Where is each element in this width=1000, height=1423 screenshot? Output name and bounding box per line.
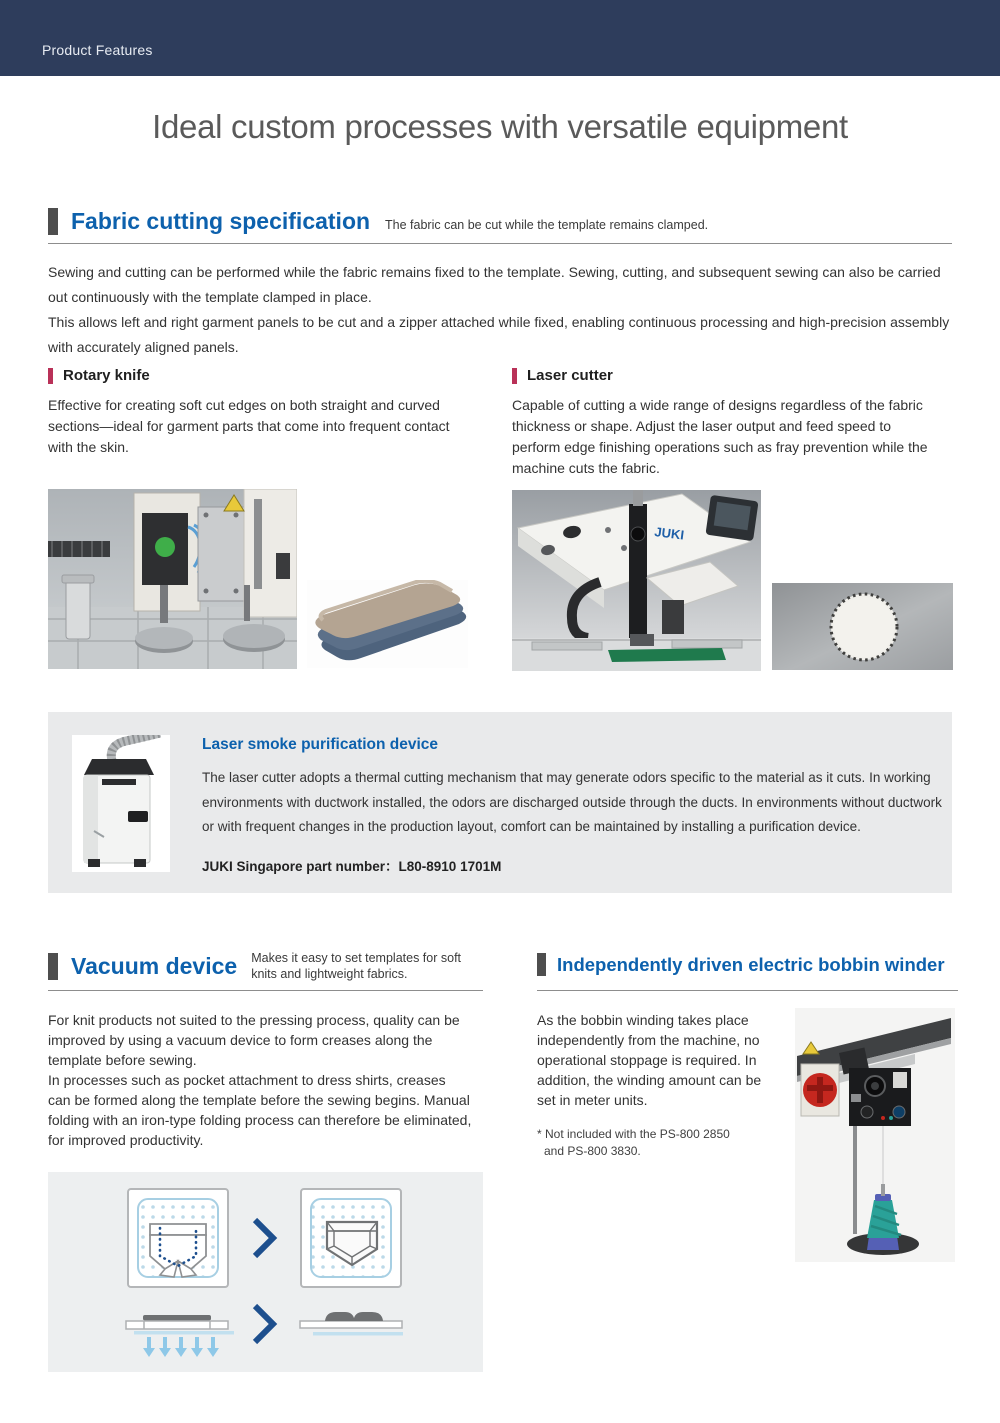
fabric-intro-paragraph-2: This allows left and right garment panels to be cut and a zipper attached while fixed, enabling continuous processing and high-precision assembly with accurately aligned panels. [48, 314, 950, 355]
vacuum-paragraph-2: In processes such as pocket attachment to dress shirts, creases can be formed along the template before the sewing begins. Manual folding with an iron-type folding process can therefore be eliminated, for improved productivity. [48, 1072, 472, 1148]
subsection-marker-bar [512, 368, 517, 384]
bobbin-section-title: Independently driven electric bobbin winder [557, 953, 945, 975]
vacuum-process-diagram [48, 1172, 483, 1372]
template-after-illustration [301, 1189, 401, 1287]
fabric-section-intro [48, 260, 952, 360]
section-marker-bar [48, 953, 58, 980]
vacuum-paragraph-1: For knit products not suited to the pressing process, quality can be improved by using a vacuum device to form creases along the template before sewing. [48, 1012, 460, 1068]
fabric-section-header [48, 208, 952, 235]
rotary-knife-text: Effective for creating soft cut edges on both straight and curved sections—ideal for garment parts that come into frequent contact with the skin. [48, 397, 450, 455]
page-header-label: Product Features [42, 42, 153, 58]
bobbin-footnote-line2: and PS-800 3830. [544, 1143, 641, 1158]
purifier-box-text: The laser cutter adopts a thermal cutting mechanism that may generate odors specific to the material as it cuts. In working environments with ductwork installed, the odors are discharged outside through the ducts. In environments without ductwork or with frequent changes in the production layout, comfort can be maintained by installing a purification device. [202, 770, 942, 834]
page-header-bar [0, 0, 1000, 76]
laser-cutter-title: Laser cutter [527, 367, 613, 384]
vacuum-section-title: Vacuum device [71, 952, 238, 979]
vacuum-section-subtitle: Makes it easy to set templates for soft knits and lightweight fabrics. [251, 951, 462, 981]
vacuum-section-header [48, 950, 483, 982]
juki-logo-text: JUKI [653, 524, 685, 543]
bobbin-footnote-line1: * Not included with the PS-800 2850 [537, 1127, 730, 1141]
purifier-box-title: Laser smoke purification device [202, 736, 439, 753]
subsection-marker-bar [48, 368, 53, 384]
rotary-knife-heading [48, 367, 150, 384]
rotary-knife-machine-photo [48, 489, 297, 669]
laser-cutter-machine-photo [512, 490, 761, 671]
purification-device-photo [72, 735, 170, 872]
vacuum-section-text [48, 1010, 472, 1150]
page-title: Ideal custom processes with versatile equipment [152, 108, 848, 145]
fabric-intro-paragraph-1: Sewing and cutting can be performed while the fabric remains fixed to the template. Sewing, cutting, and subsequent sewing can also be carried out continuously with the template clamped in place. [48, 264, 941, 305]
laser-cut-sample-photo [772, 583, 953, 670]
section-marker-bar [48, 208, 58, 235]
rotary-knife-title: Rotary knife [63, 367, 150, 384]
fabric-section-title: Fabric cutting specification [71, 208, 371, 234]
fabric-section-subtitle: The fabric can be cut while the template remains clamped. [385, 218, 709, 232]
section-divider [48, 990, 483, 991]
laser-cutter-heading [512, 367, 613, 384]
bobbin-section-text: As the bobbin winding takes place independently from the machine, no operational stoppage is required. In addition, the winding amount can be set in meter units. [537, 1012, 762, 1108]
bobbin-footnote [537, 1126, 730, 1159]
section-divider [48, 243, 952, 244]
section-divider [537, 990, 958, 991]
section-marker-bar [537, 953, 546, 976]
laser-cutter-text: Capable of cutting a wide range of designs regardless of the fabric thickness or shape. Adjust the laser output and feed speed to perform edge finishing operations such as fray prevention while the machine cuts the fabric. [512, 397, 928, 476]
bobbin-section-header [537, 953, 945, 976]
template-before-illustration [128, 1189, 228, 1287]
cut-fabric-stack-photo [307, 580, 468, 668]
bobbin-winder-photo [795, 1008, 955, 1262]
purifier-part-number: JUKI Singapore part number：L80-8910 1701M [202, 859, 502, 874]
